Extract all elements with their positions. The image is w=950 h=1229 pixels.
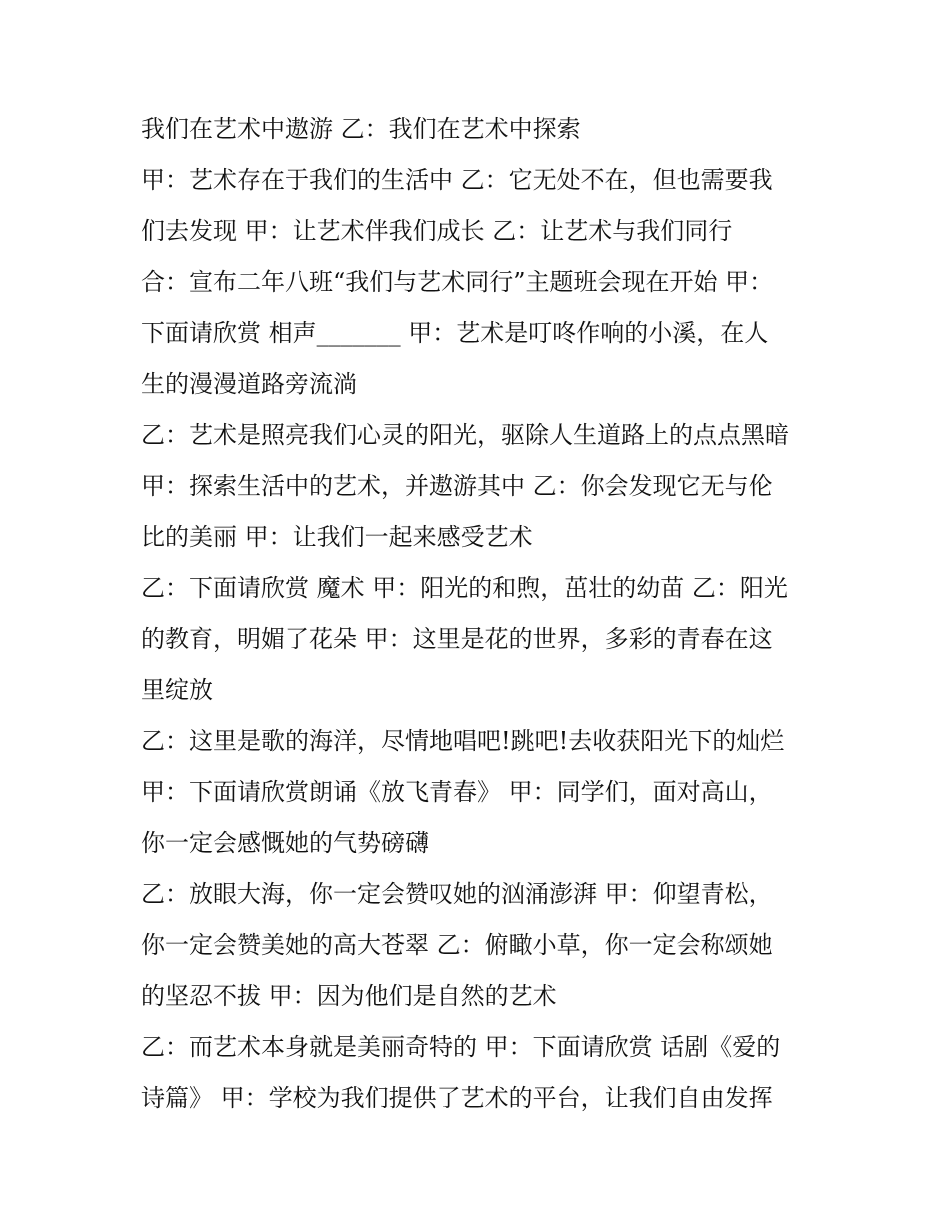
text-line-20: 诗篇》 甲：学校为我们提供了艺术的平台，让我们自由发挥 — [141, 1084, 773, 1112]
text-line-15: 你一定会感慨她的气势磅礴 — [141, 829, 429, 857]
text-line-12: 里绽放 — [141, 676, 213, 704]
text-line-8: 甲：探索生活中的艺术，并遨游其中 乙：你会发现它无与伦 — [141, 472, 773, 500]
text-line-17: 你一定会赞美她的高大苍翠 乙：俯瞰小草，你一定会称颂她 — [141, 931, 773, 959]
text-line-2: 甲：艺术存在于我们的生活中 乙：它无处不在，但也需要我 — [141, 166, 773, 194]
text-line-6: 生的漫漫道路旁流淌 — [141, 370, 357, 398]
text-line-4: 合：宣布二年八班“我们与艺术同行”主题班会现在开始 甲： — [141, 268, 774, 296]
script-text — [141, 104, 821, 1124]
text-line-14: 甲：下面请欣赏朗诵《放飞青春》 甲：同学们，面对高山， — [141, 778, 773, 806]
text-line-18: 的坚忍不拔 甲：因为他们是自然的艺术 — [141, 982, 557, 1010]
text-line-5: 下面请欣赏 相声_______ 甲：艺术是叮咚作响的小溪，在人 — [141, 319, 769, 347]
text-line-3: 们去发现 甲：让艺术伴我们成长 乙：让艺术与我们同行 — [141, 217, 733, 245]
text-line-1: 我们在艺术中遨游 乙：我们在艺术中探索 — [141, 115, 581, 143]
text-line-9: 比的美丽 甲：让我们一起来感受艺术 — [141, 523, 533, 551]
text-line-10: 乙：下面请欣赏 魔术 甲：阳光的和煦，茁壮的幼苗 乙：阳光 — [141, 574, 788, 602]
text-line-11: 的教育，明媚了花朵 甲：这里是花的世界，多彩的青春在这 — [141, 625, 773, 653]
text-line-13: 乙：这里是歌的海洋，尽情地唱吧!跳吧!去收获阳光下的灿烂 — [141, 727, 785, 755]
text-line-19: 乙：而艺术本身就是美丽奇特的 甲：下面请欣赏 话剧《爱的 — [141, 1033, 781, 1061]
text-line-16: 乙：放眼大海，你一定会赞叹她的汹涌澎湃 甲：仰望青松， — [141, 880, 773, 908]
text-line-7: 乙：艺术是照亮我们心灵的阳光，驱除人生道路上的点点黑暗 — [141, 421, 789, 449]
